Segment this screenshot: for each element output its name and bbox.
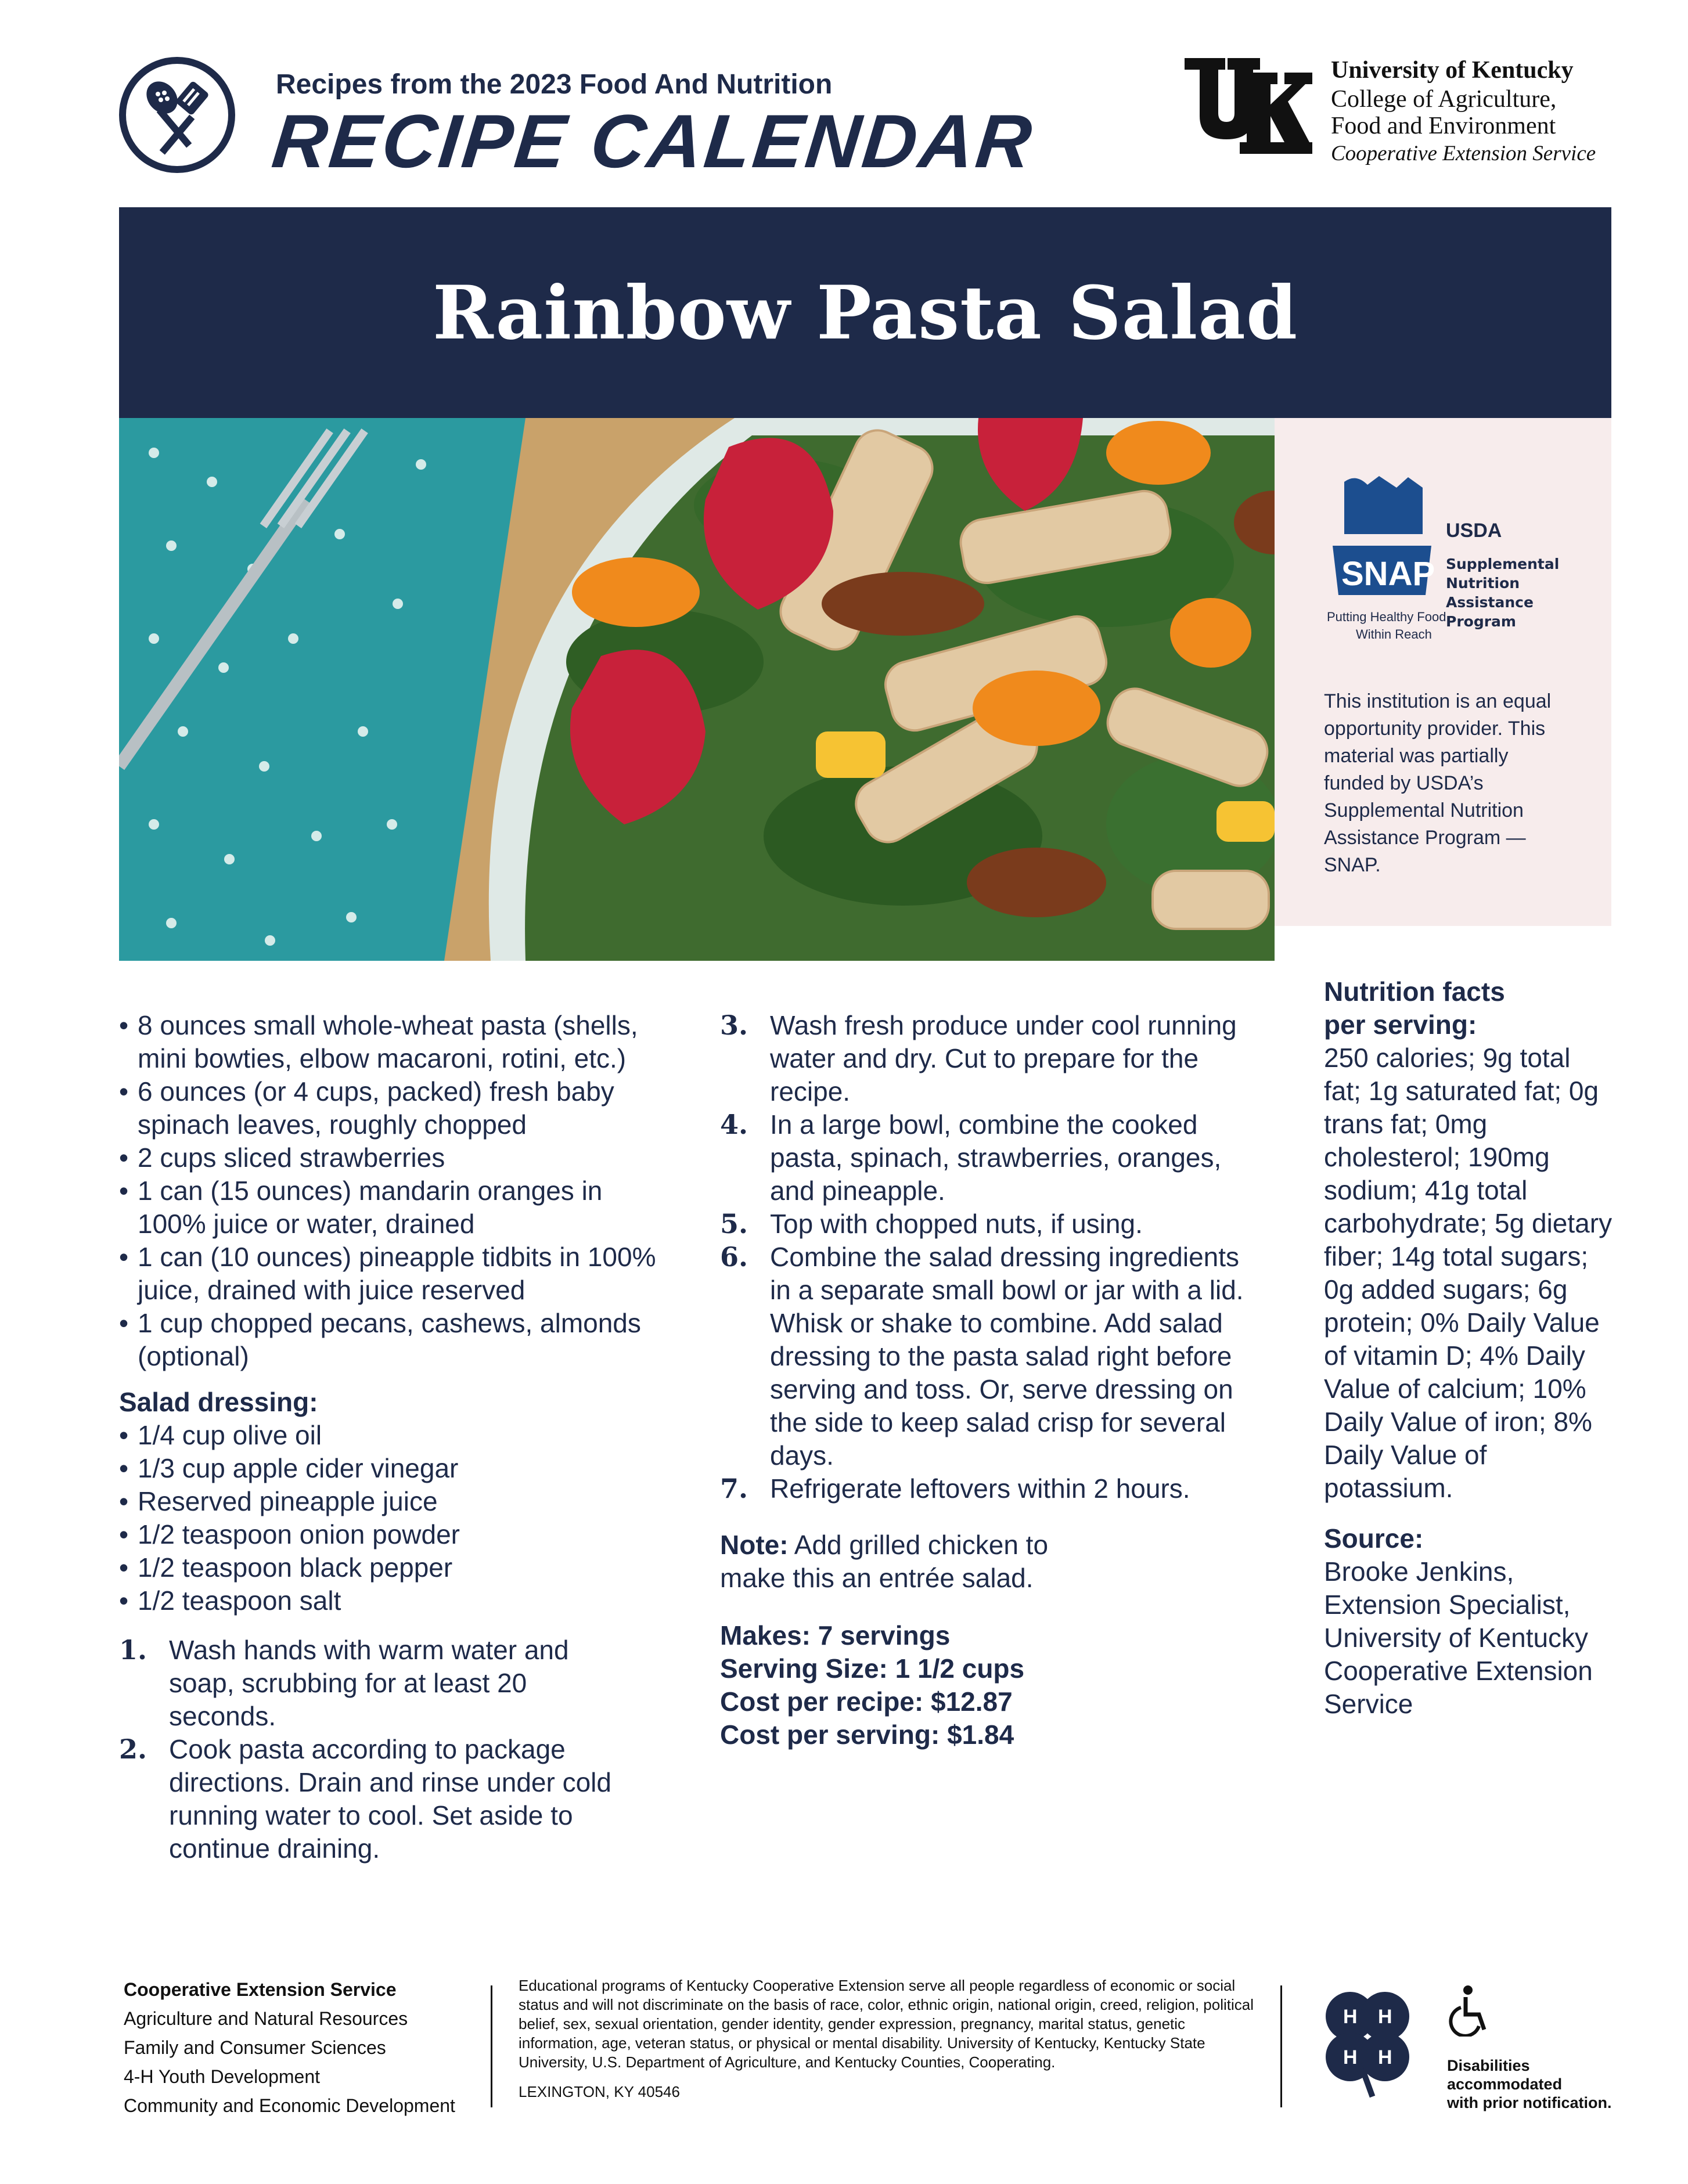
cost-per-recipe: Cost per recipe: $12.87 (720, 1686, 1013, 1717)
dressing-item: • 1/2 teaspoon salt (119, 1584, 676, 1617)
step-number: 3. (720, 1010, 748, 1041)
steps-list-1 (119, 1634, 618, 1865)
nutrition-text: 250 calories; 9g total fat; 1g saturated fat; 0g trans fat; 0mg cholesterol; 190mg sodium; 41g total carbohydrate; 5g dietary fiber; 14g total sugars; 0g added sugars; 6g protein; 0% Daily Value of vitamin D; 4% Daily Value of calcium; 10% Daily Value of iron; 8% Daily Value of potassium. (1324, 1043, 1613, 1503)
snap-tagline-1: Putting Healthy Food (1327, 610, 1446, 624)
step-number: 5. (720, 1208, 748, 1239)
header-title: RECIPE CALENDAR (268, 99, 1038, 183)
step-text: In a large bowl, combine the cooked pasta, spinach, strawberries, oranges, and pineapple. (770, 1109, 1222, 1206)
source-text: Brooke Jenkins, Extension Specialist, University of Kentucky Cooperative Extension Service (1324, 1556, 1593, 1719)
note (720, 1529, 1115, 1595)
title-band (119, 207, 1611, 418)
nutrition-heading: Nutrition facts per serving: (1324, 976, 1505, 1040)
uk-college-1: College of Agriculture, (1331, 86, 1557, 113)
step-item (119, 1634, 618, 1733)
dressing-item: • 1/2 teaspoon onion powder (119, 1518, 676, 1551)
uk-wordmark (1331, 58, 1596, 164)
step-item (720, 1472, 1254, 1505)
recipe-calendar-logo-icon (119, 57, 235, 173)
footer-location: LEXINGTON, KY 40546 (519, 2083, 680, 2100)
step-number: 6. (720, 1241, 748, 1273)
svg-text:H: H (1343, 2006, 1358, 2028)
svg-text:H: H (1378, 2006, 1392, 2028)
ingredient-item: • 1 can (15 ounces) mandarin oranges in 100% juice or water, drained (119, 1174, 676, 1241)
dressing-item: • 1/4 cup olive oil (119, 1419, 676, 1452)
snap-program-3: Assistance (1446, 594, 1534, 611)
cost-per-serving: Cost per serving: $1.84 (720, 1720, 1014, 1750)
step-number: 2. (119, 1733, 147, 1765)
ingredients-column (119, 1009, 676, 1865)
disabilities-line: Disabilities (1447, 2057, 1530, 2074)
step-item (119, 1733, 618, 1865)
4h-clover-icon (1309, 1984, 1426, 2100)
disabilities-note (1447, 2056, 1611, 2112)
ingredient-item: • 8 ounces small whole-wheat pasta (shells, mini bowties, elbow macaroni, rotini, etc.) (119, 1009, 676, 1075)
dressing-item: • Reserved pineapple juice (119, 1485, 676, 1518)
step-number: 7. (720, 1473, 748, 1504)
note-label: Note: (720, 1530, 789, 1560)
svg-text:H: H (1343, 2046, 1358, 2068)
snap-logo-icon (1321, 470, 1588, 662)
uk-college-2: Food and Environment (1331, 113, 1556, 139)
footer-statement (519, 1976, 1268, 2102)
dressing-item: • 1/2 teaspoon black pepper (119, 1551, 676, 1584)
ingredient-item: • 6 ounces (or 4 cups, packed) fresh baby spinach leaves, roughly chopped (119, 1075, 676, 1141)
step-item (720, 1108, 1254, 1208)
step-number: 4. (720, 1109, 748, 1140)
step-item (720, 1208, 1254, 1241)
ingredient-item: • 1 cup chopped pecans, cashews, almonds (optional) (119, 1307, 676, 1373)
snap-tagline-2: Within Reach (1356, 627, 1432, 641)
makes-servings: Makes: 7 servings (720, 1620, 951, 1650)
snap-program-4: Program (1446, 613, 1516, 630)
uk-name: University of Kentucky (1331, 57, 1574, 84)
step-text: Wash fresh produce under cool running water and dry. Cut to prepare for the recipe. (770, 1010, 1237, 1107)
disabilities-line: with prior notification. (1447, 2094, 1612, 2111)
snap-program-2: Nutrition (1446, 575, 1520, 592)
dressing-list (119, 1419, 676, 1617)
step-item (720, 1009, 1254, 1108)
uk-logo-icon (1185, 58, 1312, 154)
footer-program-item: Family and Consumer Sciences (124, 2037, 386, 2058)
nutrition-column (1324, 975, 1614, 1721)
footer-programs (124, 1975, 455, 2120)
dressing-item: • 1/3 cup apple cider vinegar (119, 1452, 676, 1485)
step-item (720, 1241, 1254, 1472)
footer-statement-text: Educational programs of Kentucky Cooperative Extension serve all people regardless of economic or social status and will not discriminate on the basis of race, color, ethnic origin, national origin, creed, religion, political belief, sex, sexual orientation, gender identity, gender expression, pregnancy, marital status, genetic information, age, veteran status, or physical or mental disability. University of Kentucky, Kentucky State University, U.S. Department of Agriculture, and Kentucky Counties, Cooperating. (519, 1977, 1254, 2071)
svg-text:H: H (1378, 2046, 1392, 2068)
footer-program-item: Community and Economic Development (124, 2095, 455, 2116)
snap-program-1: Supplemental (1446, 556, 1560, 572)
step-text: Wash hands with warm water and soap, scrubbing for at least 20 seconds. (169, 1635, 569, 1731)
footer-divider (491, 1985, 492, 2107)
note-text: Add grilled chicken to make this an entrée salad. (720, 1530, 1049, 1593)
footer-divider (1280, 1985, 1282, 2107)
footer-programs-title: Cooperative Extension Service (124, 1979, 397, 2000)
step-text: Cook pasta according to package directions. Drain and rinse under cold running water to cool. Set aside to continue draining. (169, 1734, 611, 1864)
salad-photo (119, 418, 1275, 961)
footer-program-item: Agriculture and Natural Resources (124, 2008, 408, 2029)
makes-block (720, 1619, 1254, 1751)
snap-logo-text: SNAP (1341, 555, 1435, 593)
footer-program-item: 4-H Youth Development (124, 2066, 320, 2087)
ingredients-list (119, 1009, 676, 1373)
ingredient-item: • 2 cups sliced strawberries (119, 1141, 676, 1174)
ingredient-item: • 1 can (10 ounces) pineapple tidbits in 100% juice, drained with juice reserved (119, 1241, 676, 1307)
snap-disclaimer: This institution is an equal opportunity provider. This material was partially funded by USDA’s Supplemental Nutrition Assistance Program — SNAP. (1324, 690, 1552, 876)
wheelchair-accessibility-icon (1447, 1984, 1493, 2037)
step-text: Top with chopped nuts, if using. (770, 1209, 1143, 1239)
disabilities-line: accommodated (1447, 2075, 1563, 2093)
source-heading: Source: (1324, 1523, 1424, 1554)
step-text: Combine the salad dressing ingredients in a separate small bowl or jar with a lid. Whisk or shake to combine. Add salad dressing to the pasta salad right before serving and toss. Or, serve dressing on the side to keep salad crisp for several days. (770, 1242, 1244, 1471)
spatula-spoon-icon (126, 64, 228, 166)
usda-text: USDA (1446, 520, 1502, 542)
step-text: Refrigerate leftovers within 2 hours. (770, 1473, 1190, 1504)
recipe-title: Rainbow Pasta Salad (432, 269, 1298, 356)
uk-service: Cooperative Extension Service (1331, 142, 1596, 165)
steps-list-2 (720, 1009, 1254, 1505)
serving-size: Serving Size: 1 1/2 cups (720, 1653, 1025, 1684)
header-subtitle: Recipes from the 2023 Food And Nutrition (276, 69, 833, 100)
salad-photo-illustration (119, 418, 1275, 961)
steps-column (720, 1009, 1254, 1751)
step-number: 1. (119, 1634, 147, 1666)
dressing-heading: Salad dressing: (119, 1387, 318, 1417)
